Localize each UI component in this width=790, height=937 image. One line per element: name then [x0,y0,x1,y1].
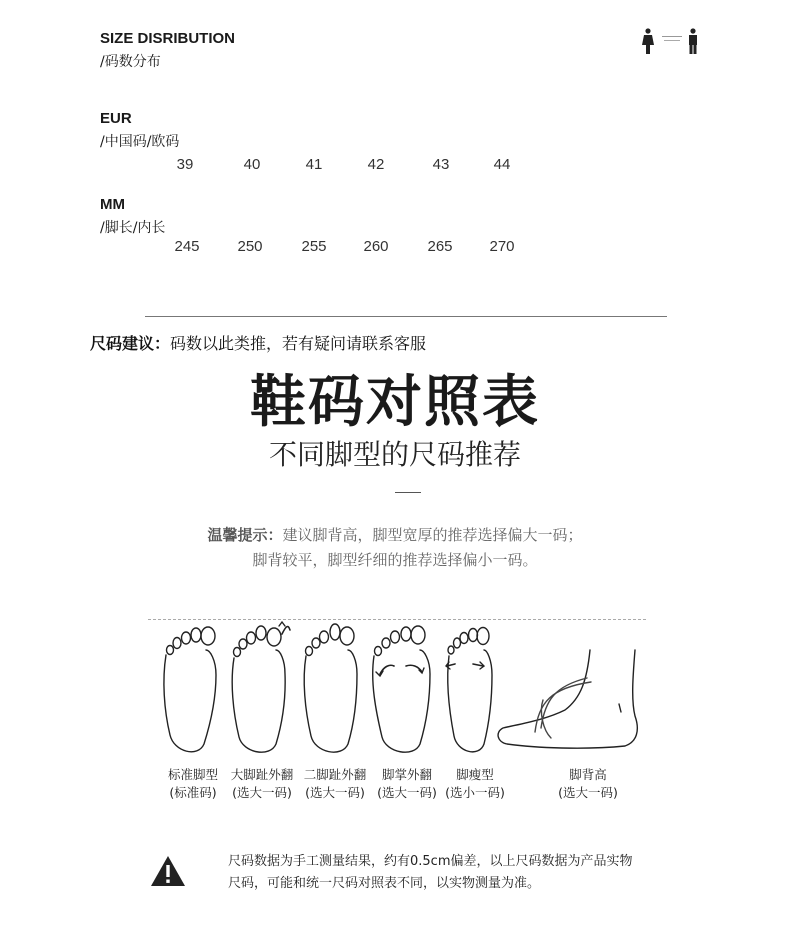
eur-value: 43 [432,156,450,173]
foot-type-name: 二脚趾外翻 [303,767,367,782]
foot-type-advice: (选大一码) [558,785,618,800]
foot-type-label [430,766,520,802]
notice-line-2: 尺码，可能和统一尺码对照表不同，以实物测量为准。 [228,876,541,891]
size-distribution-title: SIZE DISRIBUTION [100,30,236,47]
high-instep-foot-icon [498,650,637,748]
man-woman-icon [640,28,702,60]
standard-foot-icon [164,627,216,752]
mm-value: 270 [489,238,515,255]
second-toe-valgus-foot-icon [304,624,357,752]
foot-type-advice: (选大一码) [377,785,437,800]
foot-type-name: 大脚趾外翻 [230,767,294,782]
tip-label: 温馨提示： [207,526,283,544]
size-advice-text: 码数以此类推，若有疑问请联系客服 [170,334,427,353]
foot-type-advice: (选小一码) [445,785,505,800]
page-title: 鞋码对照表 [250,370,540,435]
foot-type-advice: (选大一码) [232,785,292,800]
mm-value: 245 [174,238,200,255]
eur-label: EUR [100,110,132,127]
wide-sole-foot-icon [373,626,430,752]
tip-line-2: 脚背较平，脚型纤细的推荐选择偏小一码。 [252,551,538,569]
foot-type-name: 标准脚型 [167,767,218,782]
foot-type-label [543,766,633,802]
eur-value: 40 [243,156,261,173]
mm-value: 260 [363,238,389,255]
eur-value: 44 [493,156,511,173]
foot-type-name: 脚背高 [569,767,607,782]
size-advice [90,331,426,354]
size-advice-label: 尺码建议： [90,334,171,353]
eur-value: 39 [176,156,194,173]
tip-line-1 [0,524,790,545]
measurement-notice [228,851,633,895]
foot-type-name: 脚瘦型 [456,767,494,782]
size-distribution-subtitle: /码数分布 [100,54,161,70]
notice-line-1: 尺码数据为手工测量结果，约有0.5cm偏差，以上尺码数据为产品实物 [228,854,633,869]
foot-types-illustration [0,620,790,765]
thin-foot-icon [446,628,492,752]
foot-type-advice: (选大一码) [305,785,365,800]
short-divider [395,492,421,493]
tip-text-1: 建议脚背高，脚型宽厚的推荐选择偏大一码； [282,526,583,544]
foot-type-name: 脚掌外翻 [381,767,432,782]
mm-value: 255 [301,238,327,255]
warning-icon [150,855,186,891]
page-subtitle: 不同脚型的尺码推荐 [268,438,521,471]
mm-sublabel: /脚长/内长 [100,220,166,236]
foot-type-advice: (标准码) [169,785,217,800]
mm-label: MM [100,196,125,213]
eur-sublabel: /中国码/欧码 [100,134,180,150]
mm-value: 265 [427,238,453,255]
divider [145,316,667,317]
mm-value: 250 [237,238,263,255]
eur-value: 42 [367,156,385,173]
eur-value: 41 [305,156,323,173]
big-toe-valgus-foot-icon [232,622,290,752]
